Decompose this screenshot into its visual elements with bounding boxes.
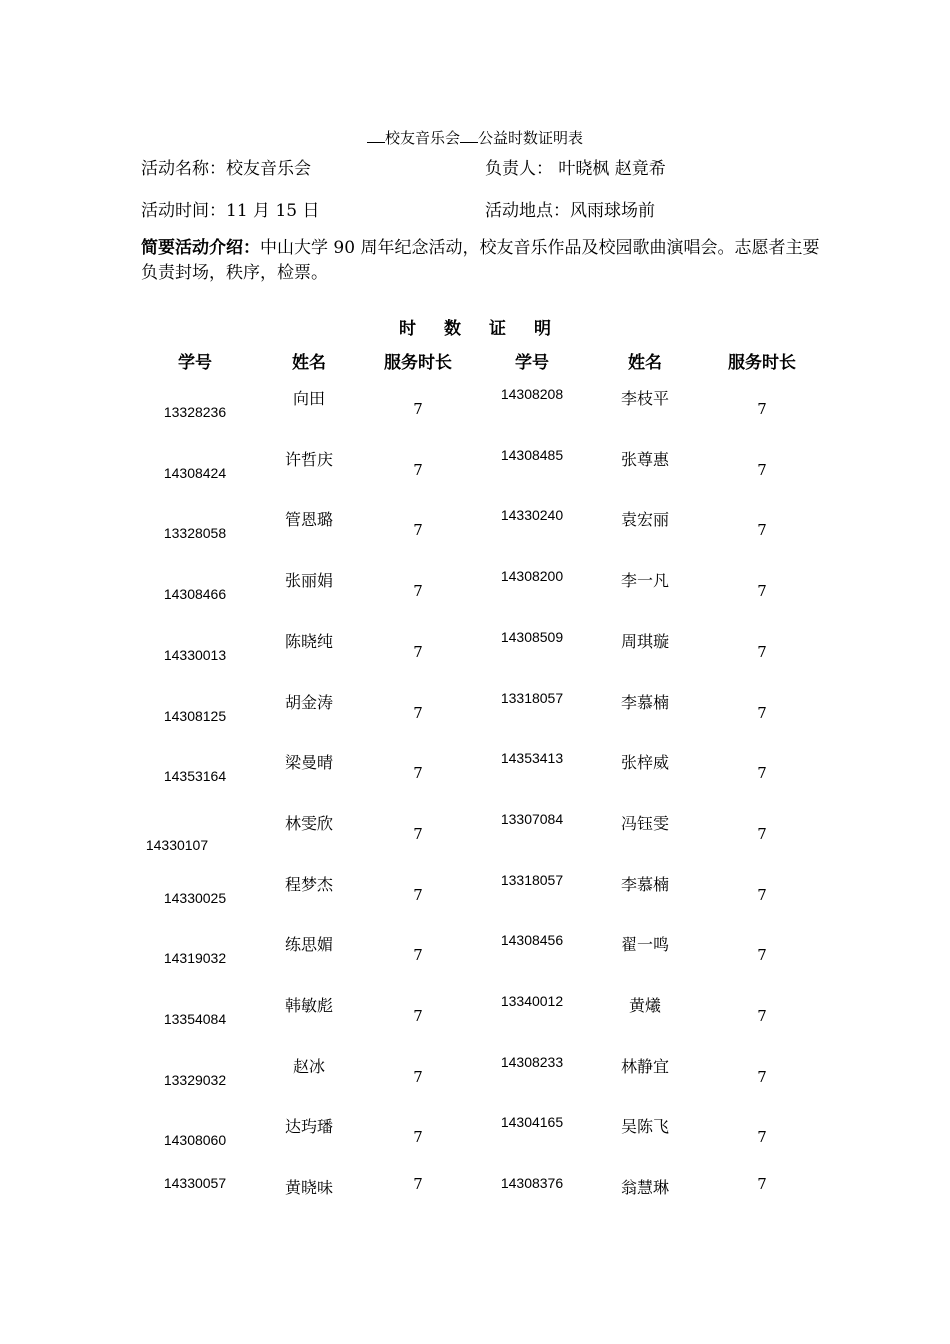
right-student-id: 13318057 xyxy=(500,871,564,888)
intro-label: 简要活动介绍： xyxy=(141,238,260,258)
table-row xyxy=(0,443,950,503)
right-student-name: 李一凡 xyxy=(620,571,669,591)
right-student-name: 翁慧琳 xyxy=(620,1178,669,1198)
left-student-name: 向田 xyxy=(292,389,325,408)
left-student-id: 14353164 xyxy=(163,768,227,785)
right-service-hours: 7 xyxy=(757,1128,767,1147)
right-service-hours: 7 xyxy=(757,582,767,601)
left-student-name: 程梦杰 xyxy=(284,874,333,894)
right-student-id: 14308456 xyxy=(500,932,564,949)
right-service-hours: 7 xyxy=(757,764,767,783)
right-student-id: 13307084 xyxy=(500,810,564,827)
left-student-name: 赵冰 xyxy=(292,1056,325,1076)
left-student-name: 梁曼晴 xyxy=(284,753,333,773)
left-student-id: 13328236 xyxy=(163,404,227,420)
header-name-right: 姓名 xyxy=(628,353,662,373)
right-student-name: 袁宏丽 xyxy=(620,510,669,530)
left-student-name: 韩敏彪 xyxy=(284,996,333,1015)
activity-time: 活动时间：11 月 15 日 xyxy=(141,201,320,221)
table-row xyxy=(0,1050,950,1110)
right-student-id: 14330240 xyxy=(500,507,564,524)
right-student-name: 翟一鸣 xyxy=(620,935,669,955)
right-student-name: 张梓威 xyxy=(620,753,669,773)
left-service-hours: 7 xyxy=(413,521,423,540)
right-student-id: 14353413 xyxy=(500,750,564,767)
right-service-hours: 7 xyxy=(757,642,767,661)
table-row xyxy=(0,746,950,806)
table-row xyxy=(0,1171,950,1231)
left-service-hours: 7 xyxy=(413,764,423,783)
left-student-name: 林雯欣 xyxy=(284,813,333,833)
right-service-hours: 7 xyxy=(757,703,767,722)
table-row xyxy=(0,686,950,746)
left-service-hours: 7 xyxy=(413,885,423,904)
section-char: 明 xyxy=(534,319,551,339)
table-row xyxy=(0,868,950,928)
right-student-name: 李慕楠 xyxy=(620,874,669,894)
right-service-hours: 7 xyxy=(757,946,767,965)
left-student-id: 13354084 xyxy=(163,1011,227,1027)
left-service-hours: 7 xyxy=(413,642,423,661)
left-service-hours: 7 xyxy=(413,460,423,479)
left-service-hours: 7 xyxy=(413,1175,423,1194)
title-underline-left xyxy=(367,130,385,143)
activity-location: 活动地点：风雨球场前 xyxy=(485,201,655,221)
left-service-hours: 7 xyxy=(413,1067,423,1086)
left-student-id: 14330057 xyxy=(163,1175,227,1192)
left-service-hours: 7 xyxy=(413,1007,423,1025)
right-student-name: 张尊惠 xyxy=(620,449,669,469)
right-service-hours: 7 xyxy=(757,521,767,540)
right-student-id: 13318057 xyxy=(500,689,564,706)
left-student-id: 14308125 xyxy=(163,707,227,724)
left-student-name: 张丽娟 xyxy=(284,571,333,591)
left-student-name: 黄晓味 xyxy=(284,1178,333,1198)
left-student-name: 练思媚 xyxy=(284,935,333,955)
right-student-id: 14308233 xyxy=(500,1053,564,1070)
right-student-id: 13340012 xyxy=(500,993,564,1009)
right-student-name: 黄爔 xyxy=(628,996,661,1015)
activity-name: 活动名称：校友音乐会 xyxy=(141,159,311,179)
table-row xyxy=(0,382,950,442)
left-service-hours: 7 xyxy=(413,1128,423,1147)
section-char: 证 xyxy=(489,319,506,339)
right-student-name: 李枝平 xyxy=(620,389,669,408)
left-student-id: 14308060 xyxy=(163,1132,227,1149)
right-service-hours: 7 xyxy=(757,400,767,418)
header-hours-left: 服务时长 xyxy=(384,353,452,373)
header-id-right: 学号 xyxy=(515,353,549,373)
left-student-name: 陈晓纯 xyxy=(284,631,333,651)
table-row xyxy=(0,928,950,988)
table-row xyxy=(0,989,950,1049)
right-student-name: 林静宜 xyxy=(620,1056,669,1076)
right-service-hours: 7 xyxy=(757,1067,767,1086)
right-student-name: 李慕楠 xyxy=(620,692,669,712)
right-student-id: 14308200 xyxy=(500,568,564,585)
section-char: 数 xyxy=(444,319,461,339)
left-service-hours: 7 xyxy=(413,400,423,418)
left-student-name: 管恩璐 xyxy=(284,510,333,530)
left-student-id: 13329032 xyxy=(163,1071,227,1088)
right-student-name: 吴陈飞 xyxy=(620,1117,669,1137)
table-row xyxy=(0,807,950,867)
title-suffix: 公益时数证明表 xyxy=(478,129,584,147)
intro-text: 中山大学 90 周年纪念活动，校友音乐作品及校园歌曲演唱会。志愿者主要负责封场，秩序，检票。 xyxy=(141,238,820,283)
right-service-hours: 7 xyxy=(757,885,767,904)
header-name-left: 姓名 xyxy=(292,353,326,373)
left-student-name: 许哲庆 xyxy=(284,449,333,469)
table-row xyxy=(0,625,950,685)
right-student-name: 冯钰雯 xyxy=(620,813,669,833)
right-student-id: 14308208 xyxy=(500,386,564,402)
section-char: 时 xyxy=(399,319,416,339)
left-student-id: 14330025 xyxy=(163,889,227,906)
left-service-hours: 7 xyxy=(413,703,423,722)
table-row xyxy=(0,564,950,624)
table-row xyxy=(0,503,950,563)
title-underline-right xyxy=(460,130,478,143)
header-id-left: 学号 xyxy=(178,353,212,373)
right-student-id: 14308485 xyxy=(500,446,564,463)
right-service-hours: 7 xyxy=(757,460,767,479)
left-student-id: 14330013 xyxy=(163,646,227,663)
left-service-hours: 7 xyxy=(413,582,423,601)
title-event: 校友音乐会 xyxy=(384,129,460,147)
left-student-id: 14308466 xyxy=(163,586,227,603)
left-student-name: 胡金涛 xyxy=(284,692,333,712)
right-student-id: 14308509 xyxy=(500,628,564,645)
document-title xyxy=(0,127,950,148)
right-student-id: 14304165 xyxy=(500,1114,564,1131)
left-student-id: 14319032 xyxy=(163,950,227,967)
right-student-id: 14308376 xyxy=(500,1175,564,1192)
left-student-id: 14330107 xyxy=(145,836,209,853)
section-title xyxy=(0,314,950,339)
right-student-name: 周琪璇 xyxy=(620,631,669,651)
right-service-hours: 7 xyxy=(757,1007,767,1025)
left-student-name: 达玙璠 xyxy=(284,1117,333,1137)
header-hours-right: 服务时长 xyxy=(728,353,796,373)
right-service-hours: 7 xyxy=(757,824,767,843)
left-student-id: 14308424 xyxy=(163,464,227,481)
leader: 负责人： 叶晓枫 赵竟希 xyxy=(485,159,666,179)
right-service-hours: 7 xyxy=(757,1175,767,1194)
left-student-id: 13328058 xyxy=(163,525,227,542)
table-row xyxy=(0,1110,950,1170)
left-service-hours: 7 xyxy=(413,824,423,843)
activity-intro xyxy=(141,236,831,286)
left-service-hours: 7 xyxy=(413,946,423,965)
